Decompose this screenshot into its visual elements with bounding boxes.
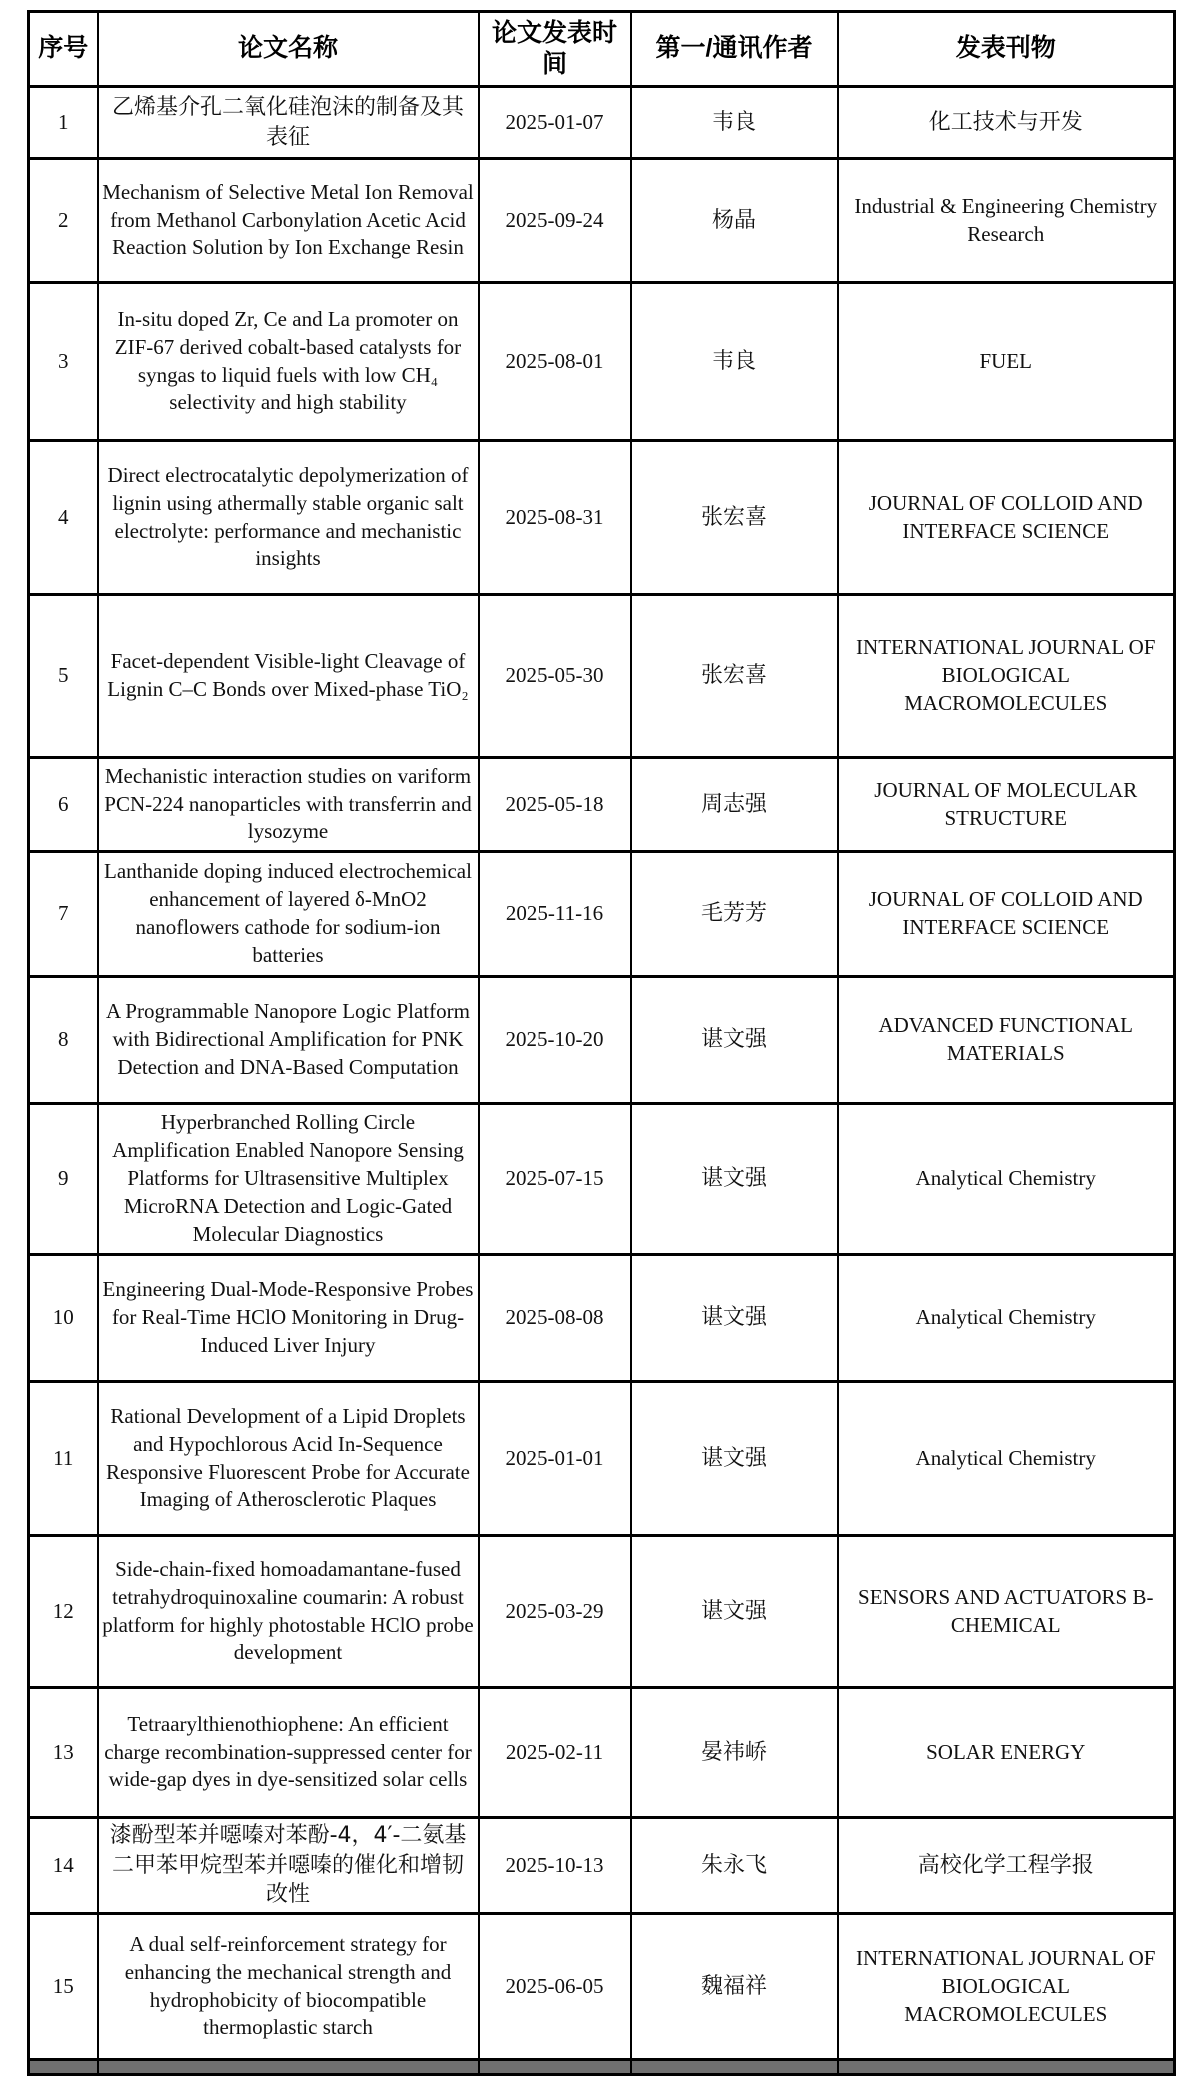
publish-date-cell: 2025-10-13	[479, 1818, 631, 1914]
table-row	[29, 595, 1175, 758]
row-index-cell: 9	[29, 1104, 98, 1255]
table-row	[29, 283, 1175, 441]
author-cell: 谌文强	[631, 1255, 838, 1382]
row-index-cell: 4	[29, 441, 98, 595]
journal-cell: Analytical Chemistry	[838, 1104, 1175, 1255]
row-index-cell: 8	[29, 977, 98, 1104]
journal-cell: ADVANCED FUNCTIONAL MATERIALS	[838, 977, 1175, 1104]
table-row	[29, 1536, 1175, 1688]
table-row	[29, 977, 1175, 1104]
cutoff-cell	[29, 2060, 98, 2075]
table-row	[29, 1382, 1175, 1536]
cutoff-row	[29, 2060, 1175, 2075]
paper-title-cell: Lanthanide doping induced electrochemical enhancement of layered δ-MnO2 nanoflowers cathode for sodium-ion batteries	[98, 852, 479, 977]
paper-title-cell: Tetraarylthienothiophene: An efficient charge recombination-suppressed center for wide-gap dyes in dye-sensitized solar cells	[98, 1688, 479, 1818]
row-index-cell: 2	[29, 159, 98, 283]
paper-title-cell: Mechanism of Selective Metal Ion Removal from Methanol Carbonylation Acetic Acid Reaction Solution by Ion Exchange Resin	[98, 159, 479, 283]
publish-date-cell: 2025-03-29	[479, 1536, 631, 1688]
journal-cell: 高校化学工程学报	[838, 1818, 1175, 1914]
journal-cell: JOURNAL OF COLLOID AND INTERFACE SCIENCE	[838, 852, 1175, 977]
paper-title-cell: Rational Development of a Lipid Droplets and Hypochlorous Acid In-Sequence Responsive Fluorescent Probe for Accurate Imaging of Atherosclerotic Plaques	[98, 1382, 479, 1536]
author-cell: 张宏喜	[631, 595, 838, 758]
cutoff-cell	[838, 2060, 1175, 2075]
table-row	[29, 1818, 1175, 1914]
row-index-cell: 12	[29, 1536, 98, 1688]
publish-date-cell: 2025-11-16	[479, 852, 631, 977]
table-row	[29, 1255, 1175, 1382]
journal-cell: Industrial & Engineering Chemistry Research	[838, 159, 1175, 283]
journal-cell: Analytical Chemistry	[838, 1382, 1175, 1536]
paper-title-cell: In-situ doped Zr, Ce and La promoter on ZIF-67 derived cobalt-based catalysts for syngas to liquid fuels with low CH₄ selectivity and high stability	[98, 283, 479, 441]
journal-cell: 化工技术与开发	[838, 87, 1175, 159]
paper-title-cell: A dual self-reinforcement strategy for enhancing the mechanical strength and hydrophobicity of biocompatible thermoplastic starch	[98, 1914, 479, 2060]
publish-date-cell: 2025-08-08	[479, 1255, 631, 1382]
author-cell: 谌文强	[631, 1382, 838, 1536]
paper-title-cell: Mechanistic interaction studies on variform PCN-224 nanoparticles with transferrin and lysozyme	[98, 758, 479, 852]
header-index: 序号	[29, 12, 98, 87]
table-row	[29, 1104, 1175, 1255]
publish-date-cell: 2025-05-30	[479, 595, 631, 758]
author-cell: 朱永飞	[631, 1818, 838, 1914]
row-index-cell: 11	[29, 1382, 98, 1536]
paper-title-cell: 漆酚型苯并噁嗪对苯酚-4，4′-二氨基二甲苯甲烷型苯并噁嗪的催化和增韧改性	[98, 1818, 479, 1914]
author-cell: 韦良	[631, 87, 838, 159]
table-row	[29, 159, 1175, 283]
row-index-cell: 6	[29, 758, 98, 852]
table-row	[29, 852, 1175, 977]
paper-title-cell: Side-chain-fixed homoadamantane-fused tetrahydroquinoxaline coumarin: A robust platform for highly photostable HClO probe development	[98, 1536, 479, 1688]
table-row	[29, 1688, 1175, 1818]
publish-date-cell: 2025-06-05	[479, 1914, 631, 2060]
publish-date-cell: 2025-01-01	[479, 1382, 631, 1536]
author-cell: 杨晶	[631, 159, 838, 283]
table-row	[29, 87, 1175, 159]
paper-title-cell: 乙烯基介孔二氧化硅泡沫的制备及其表征	[98, 87, 479, 159]
paper-title-cell: Hyperbranched Rolling Circle Amplification Enabled Nanopore Sensing Platforms for Ultrasensitive Multiplex MicroRNA Detection and Logic-Gated Molecular Diagnostics	[98, 1104, 479, 1255]
header-date: 论文发表时间	[479, 12, 631, 87]
publish-date-cell: 2025-08-01	[479, 283, 631, 441]
paper-title-cell: Facet-dependent Visible-light Cleavage of Lignin C–C Bonds over Mixed-phase TiO₂	[98, 595, 479, 758]
journal-cell: SOLAR ENERGY	[838, 1688, 1175, 1818]
journal-cell: Analytical Chemistry	[838, 1255, 1175, 1382]
row-index-cell: 5	[29, 595, 98, 758]
publish-date-cell: 2025-01-07	[479, 87, 631, 159]
table-row	[29, 441, 1175, 595]
paper-title-cell: Direct electrocatalytic depolymerization of lignin using athermally stable organic salt electrolyte: performance and mechanistic insights	[98, 441, 479, 595]
row-index-cell: 10	[29, 1255, 98, 1382]
cutoff-cell	[98, 2060, 479, 2075]
author-cell: 晏祎峤	[631, 1688, 838, 1818]
header-author: 第一/通讯作者	[631, 12, 838, 87]
row-index-cell: 3	[29, 283, 98, 441]
row-index-cell: 13	[29, 1688, 98, 1818]
table-row	[29, 1914, 1175, 2060]
row-index-cell: 1	[29, 87, 98, 159]
cutoff-cell	[479, 2060, 631, 2075]
publish-date-cell: 2025-07-15	[479, 1104, 631, 1255]
row-index-cell: 7	[29, 852, 98, 977]
author-cell: 韦良	[631, 283, 838, 441]
journal-cell: JOURNAL OF COLLOID AND INTERFACE SCIENCE	[838, 441, 1175, 595]
header-journal: 发表刊物	[838, 12, 1175, 87]
row-index-cell: 14	[29, 1818, 98, 1914]
journal-cell: INTERNATIONAL JOURNAL OF BIOLOGICAL MACROMOLECULES	[838, 1914, 1175, 2060]
author-cell: 谌文强	[631, 977, 838, 1104]
author-cell: 魏福祥	[631, 1914, 838, 2060]
publish-date-cell: 2025-05-18	[479, 758, 631, 852]
journal-cell: JOURNAL OF MOLECULAR STRUCTURE	[838, 758, 1175, 852]
papers-table	[27, 10, 1176, 2076]
publish-date-cell: 2025-02-11	[479, 1688, 631, 1818]
header-title: 论文名称	[98, 12, 479, 87]
header-row	[29, 12, 1175, 87]
journal-cell: FUEL	[838, 283, 1175, 441]
journal-cell: INTERNATIONAL JOURNAL OF BIOLOGICAL MACROMOLECULES	[838, 595, 1175, 758]
journal-cell: SENSORS AND ACTUATORS B-CHEMICAL	[838, 1536, 1175, 1688]
row-index-cell: 15	[29, 1914, 98, 2060]
paper-title-cell: A Programmable Nanopore Logic Platform with Bidirectional Amplification for PNK Detection and DNA-Based Computation	[98, 977, 479, 1104]
author-cell: 谌文强	[631, 1536, 838, 1688]
publish-date-cell: 2025-08-31	[479, 441, 631, 595]
cutoff-cell	[631, 2060, 838, 2075]
author-cell: 毛芳芳	[631, 852, 838, 977]
publish-date-cell: 2025-09-24	[479, 159, 631, 283]
table-row	[29, 758, 1175, 852]
author-cell: 谌文强	[631, 1104, 838, 1255]
publish-date-cell: 2025-10-20	[479, 977, 631, 1104]
paper-title-cell: Engineering Dual-Mode-Responsive Probes for Real-Time HClO Monitoring in Drug-Induced Liver Injury	[98, 1255, 479, 1382]
author-cell: 周志强	[631, 758, 838, 852]
author-cell: 张宏喜	[631, 441, 838, 595]
